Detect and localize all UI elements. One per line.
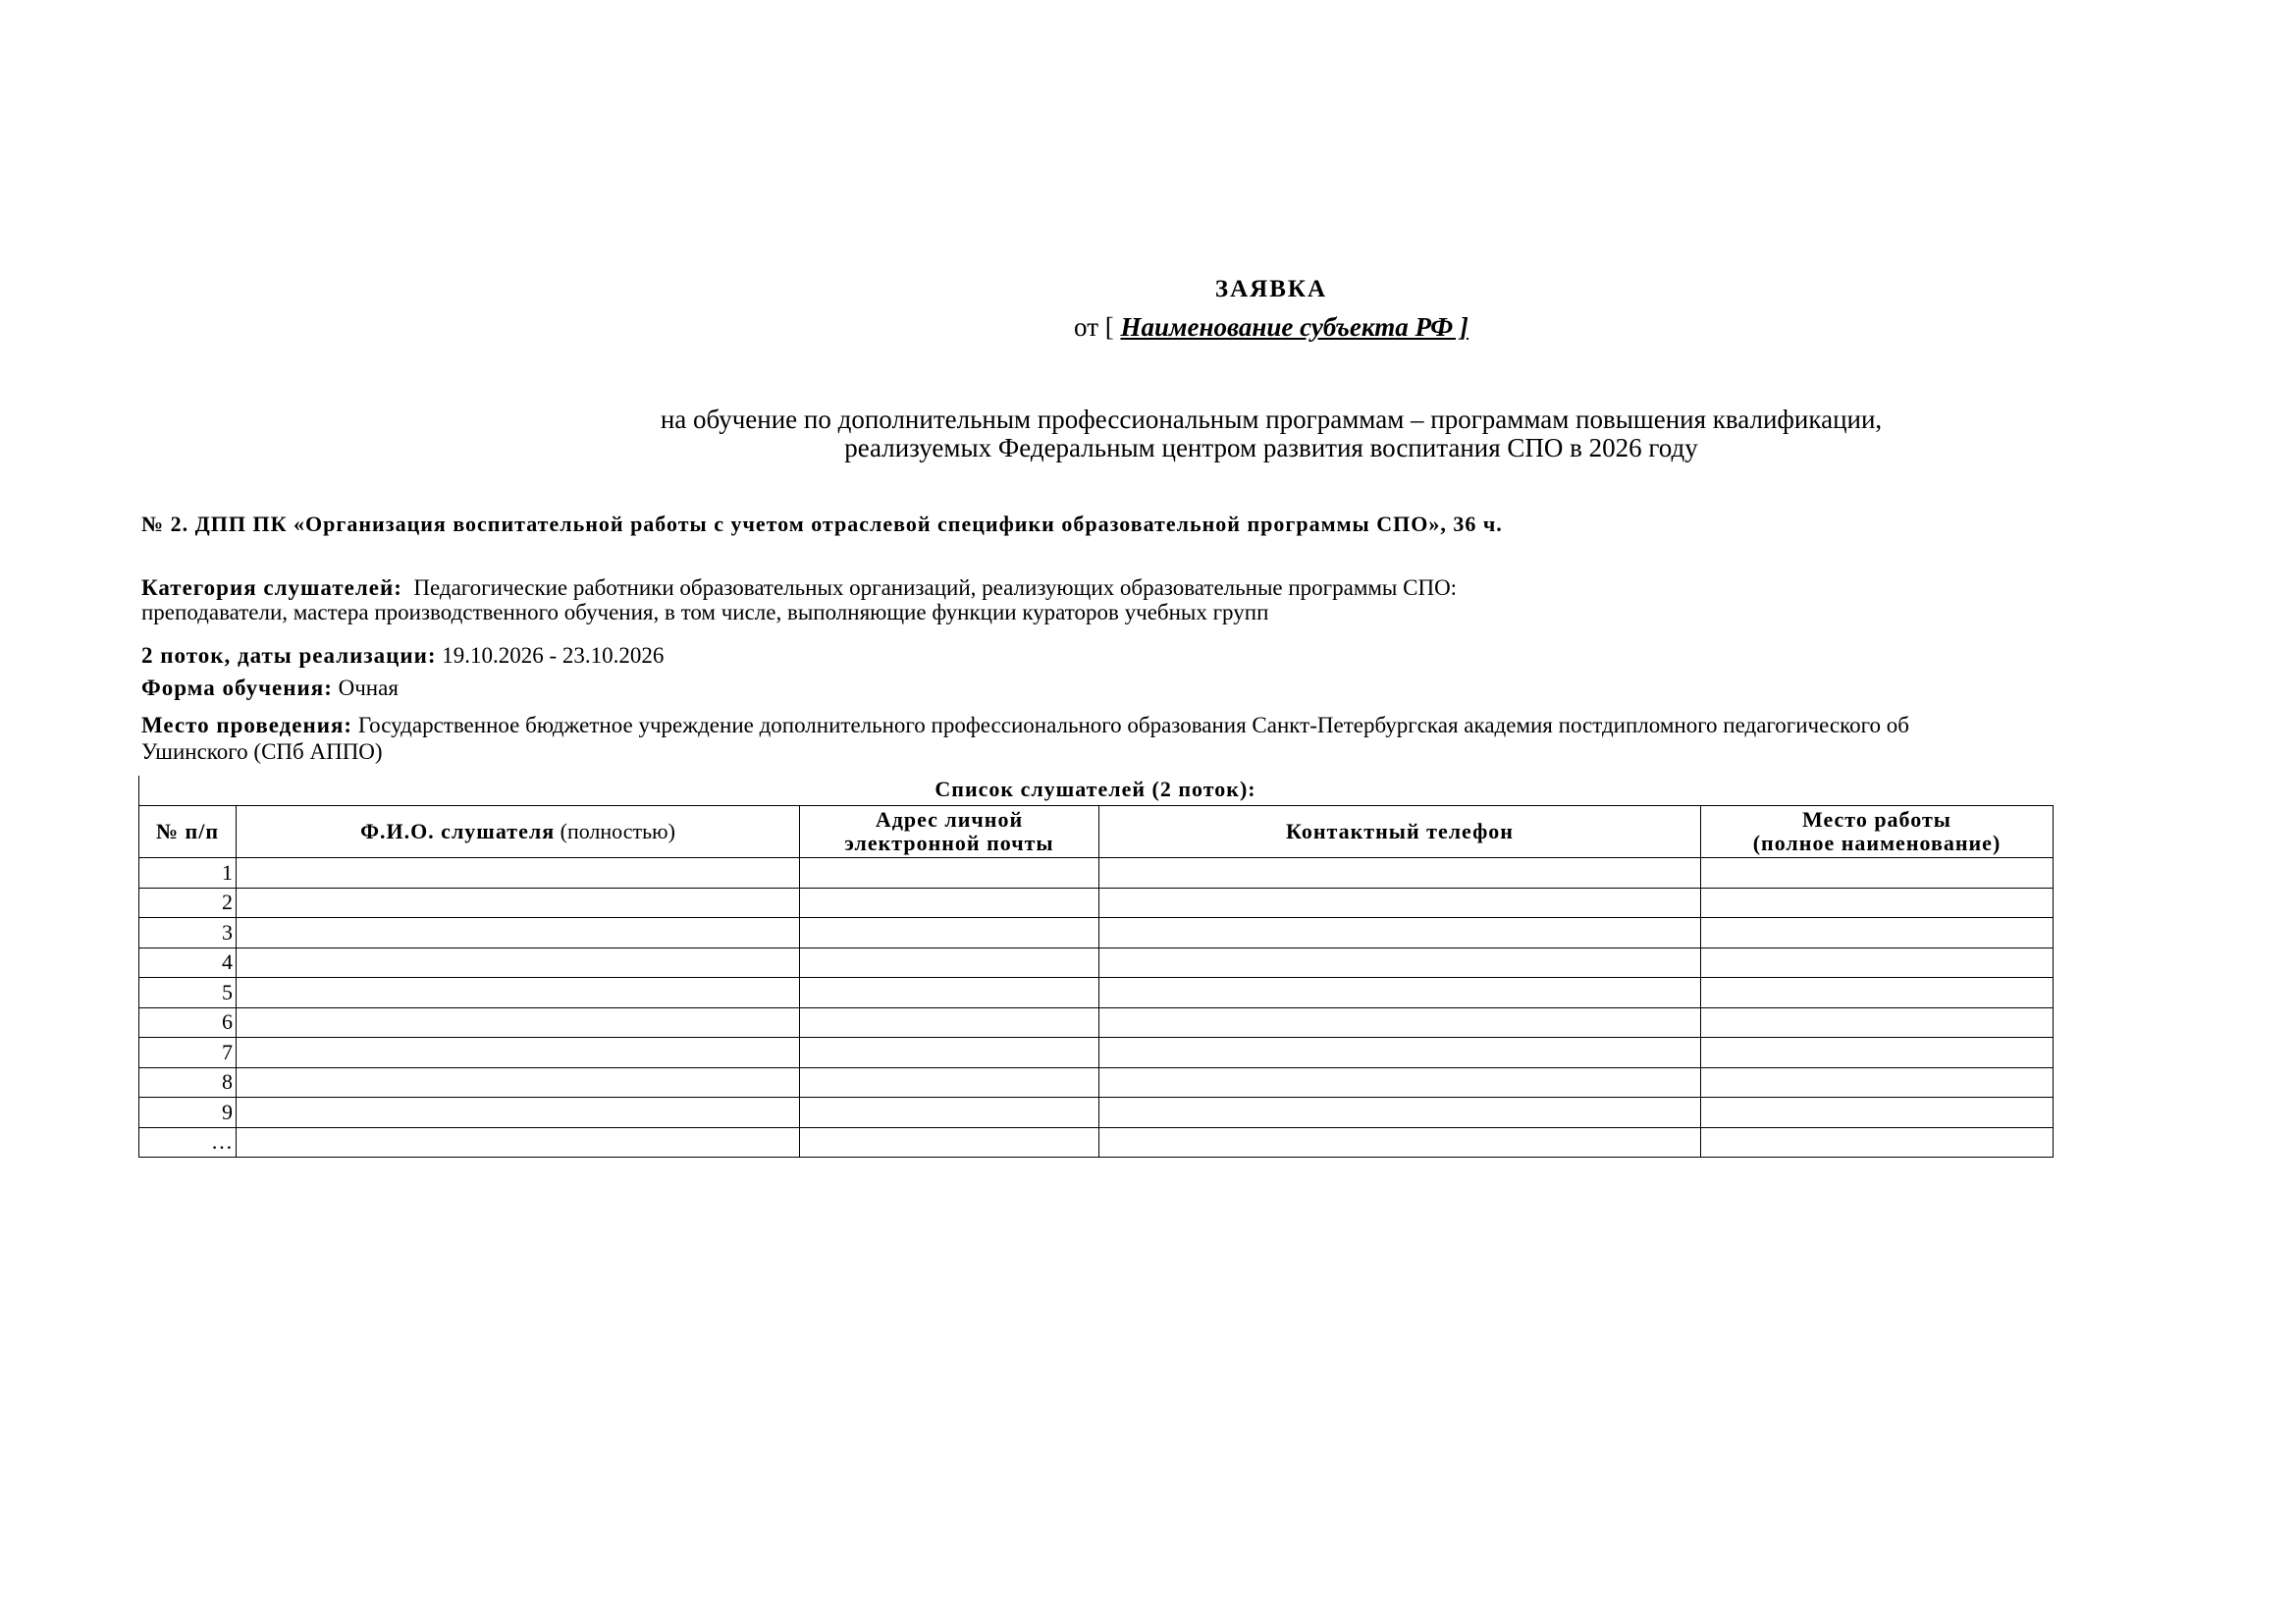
form-label: Форма обучения: <box>141 676 333 700</box>
name-cell[interactable] <box>237 888 800 918</box>
table-row <box>139 888 2054 918</box>
workplace-cell[interactable] <box>1701 1038 2054 1068</box>
row-number: 4 <box>139 947 237 978</box>
row-number: … <box>139 1127 237 1158</box>
from-prefix: от [ <box>1074 312 1121 342</box>
email-cell[interactable] <box>800 888 1099 918</box>
table-row <box>139 1038 2054 1068</box>
phone-cell[interactable] <box>1099 858 1701 889</box>
listeners-caption: Список слушателей (2 поток): <box>934 777 1256 801</box>
phone-cell[interactable] <box>1099 888 1701 918</box>
table-row <box>139 1067 2054 1098</box>
workplace-cell[interactable] <box>1701 858 2054 889</box>
row-number: 3 <box>139 918 237 948</box>
venue-value-1: Государственное бюджетное учреждение дополнительного профессионального образования Санкт-Петербургская академия постдипломного педагогического об <box>357 713 1909 737</box>
phone-cell[interactable] <box>1099 1007 1701 1038</box>
venue-line-1 <box>141 713 2054 738</box>
email-cell[interactable] <box>800 1127 1099 1158</box>
form-value: Очная <box>338 676 399 700</box>
purpose-line-2: реализуемых Федеральным центром развития воспитания СПО в 2026 году <box>844 433 1698 462</box>
name-cell[interactable] <box>237 978 800 1008</box>
name-cell[interactable] <box>237 1038 800 1068</box>
row-number: 6 <box>139 1007 237 1038</box>
name-cell[interactable] <box>237 1098 800 1128</box>
row-number: 2 <box>139 888 237 918</box>
row-number: 8 <box>139 1067 237 1098</box>
email-cell[interactable] <box>800 1098 1099 1128</box>
category-line-1 <box>141 575 1457 601</box>
phone-cell[interactable] <box>1099 947 1701 978</box>
workplace-cell[interactable] <box>1701 1127 2054 1158</box>
category-label: Категория слушателей: <box>141 575 402 600</box>
table-row <box>139 1127 2054 1158</box>
name-cell[interactable] <box>237 1007 800 1038</box>
table-row <box>139 858 2054 889</box>
workplace-cell[interactable] <box>1701 978 2054 1008</box>
phone-cell[interactable] <box>1099 1127 1701 1158</box>
workplace-cell[interactable] <box>1701 918 2054 948</box>
workplace-cell[interactable] <box>1701 1098 2054 1128</box>
name-cell[interactable] <box>237 1067 800 1098</box>
subject-placeholder: Наименование субъекта РФ ] <box>1120 312 1468 342</box>
stream-dates-line <box>141 643 664 669</box>
row-number: 1 <box>139 858 237 889</box>
phone-cell[interactable] <box>1099 978 1701 1008</box>
phone-cell[interactable] <box>1099 1067 1701 1098</box>
name-cell[interactable] <box>237 918 800 948</box>
table-header-row <box>139 806 2054 858</box>
email-cell[interactable] <box>800 1067 1099 1098</box>
row-number: 7 <box>139 1038 237 1068</box>
email-cell[interactable] <box>800 858 1099 889</box>
row-number: 5 <box>139 978 237 1008</box>
workplace-cell[interactable] <box>1701 888 2054 918</box>
row-number: 9 <box>139 1098 237 1128</box>
stream-label: 2 поток, даты реализации: <box>141 643 437 668</box>
listeners-table-body <box>139 858 2054 1158</box>
workplace-cell[interactable] <box>1701 947 2054 978</box>
table-row <box>139 1098 2054 1128</box>
table-row <box>139 1007 2054 1038</box>
purpose-line-1: на обучение по дополнительным профессиональным программам – программам повышения квалификации, <box>660 405 1883 434</box>
phone-cell[interactable] <box>1099 1038 1701 1068</box>
table-row <box>139 978 2054 1008</box>
phone-cell[interactable] <box>1099 918 1701 948</box>
workplace-cell[interactable] <box>1701 1067 2054 1098</box>
name-cell[interactable] <box>237 858 800 889</box>
document-title: ЗАЯВКА <box>1214 276 1328 302</box>
header-email: Адрес личной электронной почты <box>800 806 1099 858</box>
stream-dates: 19.10.2026 - 23.10.2026 <box>442 643 665 668</box>
email-cell[interactable] <box>800 1007 1099 1038</box>
study-form-line <box>141 676 399 701</box>
table-row <box>139 947 2054 978</box>
listeners-table <box>138 805 2054 1158</box>
email-cell[interactable] <box>800 1038 1099 1068</box>
header-full-name: Ф.И.О. слушателя (полностью) <box>237 806 800 858</box>
program-title: № 2. ДПП ПК «Организация воспитательной работы с учетом отраслевой специфики образовательной программы СПО», 36 ч. <box>141 512 1503 536</box>
applicant-line <box>0 312 2296 343</box>
category-line-2: преподаватели, мастера производственного обучения, в том числе, выполняющие функции кураторов учебных групп <box>141 600 1269 624</box>
table-row <box>139 918 2054 948</box>
name-cell[interactable] <box>237 1127 800 1158</box>
email-cell[interactable] <box>800 947 1099 978</box>
venue-label: Место проведения: <box>141 713 353 737</box>
phone-cell[interactable] <box>1099 1098 1701 1128</box>
email-cell[interactable] <box>800 978 1099 1008</box>
workplace-cell[interactable] <box>1701 1007 2054 1038</box>
venue-line-2: Ушинского (СПб АППО) <box>141 739 383 764</box>
email-cell[interactable] <box>800 918 1099 948</box>
name-cell[interactable] <box>237 947 800 978</box>
category-value-1: Педагогические работники образовательных организаций, реализующих образовательные программы СПО: <box>413 575 1458 600</box>
header-phone: Контактный телефон <box>1099 806 1701 858</box>
header-number: № п/п <box>139 806 237 858</box>
header-workplace: Место работы (полное наименование) <box>1701 806 2054 858</box>
